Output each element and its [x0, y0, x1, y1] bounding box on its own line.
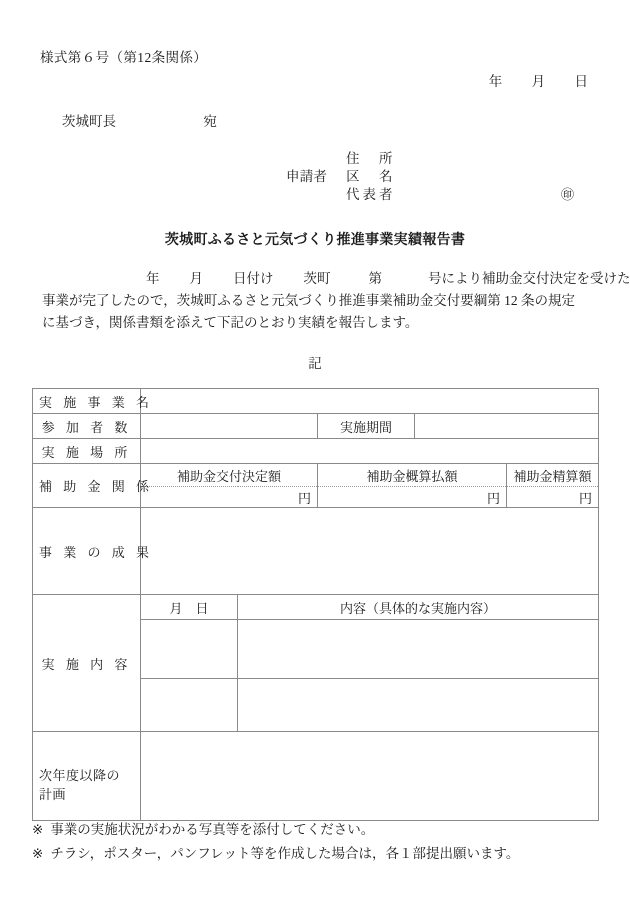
report-table — [32, 388, 599, 821]
note-item-1 — [32, 818, 519, 842]
applicant-district-label: 区 名 — [346, 169, 396, 184]
addressee-name: 茨城町長 — [62, 114, 116, 129]
applicant-block — [286, 150, 575, 204]
subsidy-label: 補 助 金 関 係 — [33, 464, 141, 508]
note-text-1: 事業の実施状況がわかる写真等を添付してください。 — [50, 822, 375, 837]
table-row-participants — [33, 414, 599, 439]
subsidy-amount-2[interactable]: 円 — [507, 487, 599, 508]
addressee-to-mark: 宛 — [203, 114, 217, 129]
next-year-label — [33, 732, 141, 821]
table-row-location — [33, 439, 599, 464]
note-text-2: チラシ，ポスター，パンフレット等を作成した場合は，各１部提出願います。 — [50, 846, 520, 861]
applicant-address-label: 住 所 — [346, 151, 396, 166]
note-mark-icon-1: ※ — [32, 822, 44, 837]
project-name-value[interactable] — [141, 389, 599, 414]
applicant-representative-row — [286, 186, 396, 204]
ki-marker: 記 — [308, 356, 322, 371]
date-month: 月 — [531, 74, 546, 89]
body-dai: 第 — [368, 271, 382, 286]
body-daytsuke: 日付け — [233, 271, 274, 286]
results-value[interactable] — [141, 508, 599, 595]
applicant-tag: 申請者 — [286, 169, 328, 184]
body-month: 月 — [189, 271, 203, 286]
subsidy-col-header-0: 補助金交付決定額 — [141, 464, 318, 487]
content-date-header: 月 日 — [141, 595, 238, 620]
body-year: 年 — [146, 271, 160, 286]
seal-icon: ㊞ — [561, 187, 575, 202]
body-line-1 — [42, 268, 630, 290]
date-year: 年 — [488, 74, 503, 89]
content-detail-value-2[interactable] — [238, 679, 599, 732]
subsidy-col-header-2: 補助金精算額 — [507, 464, 599, 487]
next-year-label-line-2: 計画 — [39, 787, 67, 802]
date-day: 日 — [574, 74, 588, 89]
next-year-label-line-1: 次年度以降の — [39, 768, 121, 783]
table-row-subsidy-headers — [33, 464, 599, 487]
body-bantown: 茨町 — [303, 271, 331, 286]
note-mark-icon-2: ※ — [32, 846, 44, 861]
participants-label: 参 加 者 数 — [33, 414, 141, 439]
period-label: 実施期間 — [318, 414, 415, 439]
footer-notes — [32, 818, 519, 866]
table-row-project-name — [33, 389, 599, 414]
subsidy-col-header-1: 補助金概算払額 — [318, 464, 507, 487]
project-name-label: 実 施 事 業 名 — [33, 389, 141, 414]
subsidy-amount-1[interactable]: 円 — [318, 487, 507, 508]
table-row-content-headers — [33, 595, 599, 620]
period-value[interactable] — [415, 414, 599, 439]
content-label: 実 施 内 容 — [33, 595, 141, 732]
body-line-3: に基づき，関係書類を添えて下記のとおり実績を報告します。 — [42, 315, 419, 330]
note-item-2 — [32, 842, 519, 866]
results-label: 事 業 の 成 果 — [33, 508, 141, 595]
body-line-2: 事業が完了したので，茨城町ふるさと元気づくり推進事業補助金交付要綱第 12 条の規定 — [42, 293, 575, 308]
subsidy-amount-0[interactable]: 円 — [141, 487, 318, 508]
body-paragraph — [42, 268, 630, 334]
location-value[interactable] — [141, 439, 599, 464]
table-row-results — [33, 508, 599, 595]
content-detail-value-1[interactable] — [238, 620, 599, 679]
content-detail-header: 内容（具体的な実施内容） — [238, 595, 599, 620]
participants-value[interactable] — [141, 414, 318, 439]
addressee — [62, 110, 217, 130]
page-title: 茨城町ふるさと元気づくり推進事業実績報告書 — [164, 233, 466, 248]
form-number: 様式第６号（第12条関係） — [40, 50, 208, 65]
content-date-value-1[interactable] — [141, 620, 238, 679]
applicant-address-row — [286, 150, 396, 168]
location-label: 実 施 場 所 — [33, 439, 141, 464]
body-line1-tail: 号により補助金交付決定を受けた — [428, 271, 630, 286]
applicant-representative-label: 代表者 — [346, 187, 396, 202]
table-row-next-year-plan — [33, 732, 599, 821]
next-year-value[interactable] — [141, 732, 599, 821]
applicant-district-row — [286, 168, 396, 186]
date-line — [489, 70, 588, 90]
content-date-value-2[interactable] — [141, 679, 238, 732]
